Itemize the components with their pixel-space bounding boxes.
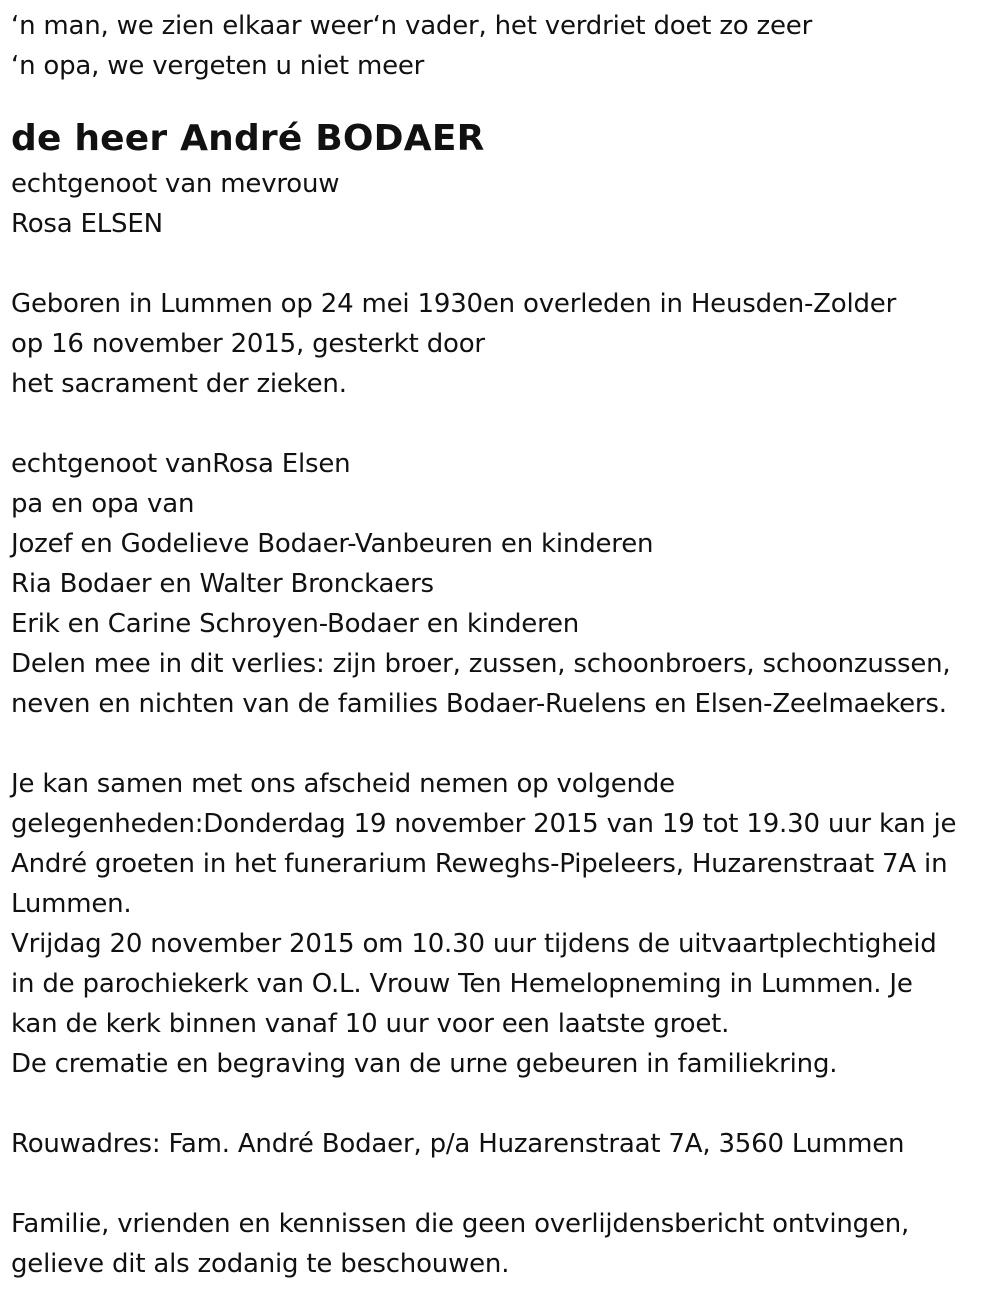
closing-note <box>11 1204 1000 1284</box>
spouse-relation: echtgenoot van mevrouw <box>11 169 340 199</box>
also-grieving-line-1: Delen mee in dit verlies: zijn broer, zussen, schoonbroers, schoonzussen, <box>11 649 951 679</box>
spacer <box>11 1164 1000 1204</box>
farewell-line: Vrijdag 20 november 2015 om 10.30 uur tijdens de uitvaartplechtigheid <box>11 929 937 959</box>
family-section <box>11 444 1000 724</box>
child-line: Jozef en Godelieve Bodaer-Vanbeuren en kinderen <box>11 529 654 559</box>
family-intro: pa en opa van <box>11 489 195 519</box>
child-line: Erik en Carine Schroyen-Bodaer en kinderen <box>11 609 580 639</box>
farewell-line: gelegenheden:Donderdag 19 november 2015 van 19 tot 19.30 uur kan je <box>11 809 957 839</box>
poem-line-1: ‘n man, we zien elkaar weer‘n vader, het verdriet doet zo zeer <box>11 11 813 41</box>
closing-line-1: Familie, vrienden en kennissen die geen overlijdensbericht ontvingen, <box>11 1209 910 1239</box>
poem-line-2: ‘n opa, we vergeten u niet meer <box>11 51 425 81</box>
spacer <box>11 404 1000 444</box>
mourning-address: Rouwadres: Fam. André Bodaer, p/a Huzarenstraat 7A, 3560 Lummen <box>11 1129 905 1159</box>
spacer <box>11 1084 1000 1124</box>
birth-death-line-2: op 16 november 2015, gesterkt door <box>11 329 485 359</box>
family-spouse-line: echtgenoot vanRosa Elsen <box>11 449 351 479</box>
farewell-line: André groeten in het funerarium Reweghs-Pipeleers, Huzarenstraat 7A in <box>11 849 948 879</box>
farewell-line: in de parochiekerk van O.L. Vrouw Ten Hemelopneming in Lummen. Je <box>11 969 913 999</box>
farewell-line: kan de kerk binnen vanaf 10 uur voor een laatste groet. <box>11 1009 730 1039</box>
farewell-line: Lummen. <box>11 889 132 919</box>
farewell-line: De crematie en begraving van de urne gebeuren in familiekring. <box>11 1049 838 1079</box>
spacer <box>11 244 1000 284</box>
poem <box>11 6 1000 86</box>
spacer <box>11 724 1000 764</box>
farewell-line: Je kan samen met ons afscheid nemen op volgende <box>11 769 675 799</box>
farewell-section <box>11 764 1000 1084</box>
deceased-name: de heer André BODAER <box>11 118 485 159</box>
birth-death-info <box>11 284 1000 404</box>
spouse-name: Rosa ELSEN <box>11 209 163 239</box>
also-grieving-line-2: neven en nichten van de families Bodaer-Ruelens en Elsen-Zeelmaekers. <box>11 689 947 719</box>
birth-death-line-1: Geboren in Lummen op 24 mei 1930en overleden in Heusden-Zolder <box>11 289 897 319</box>
child-line: Ria Bodaer en Walter Bronckaers <box>11 569 434 599</box>
closing-line-2: gelieve dit als zodanig te beschouwen. <box>11 1249 510 1279</box>
birth-death-line-3: het sacrament der zieken. <box>11 369 347 399</box>
